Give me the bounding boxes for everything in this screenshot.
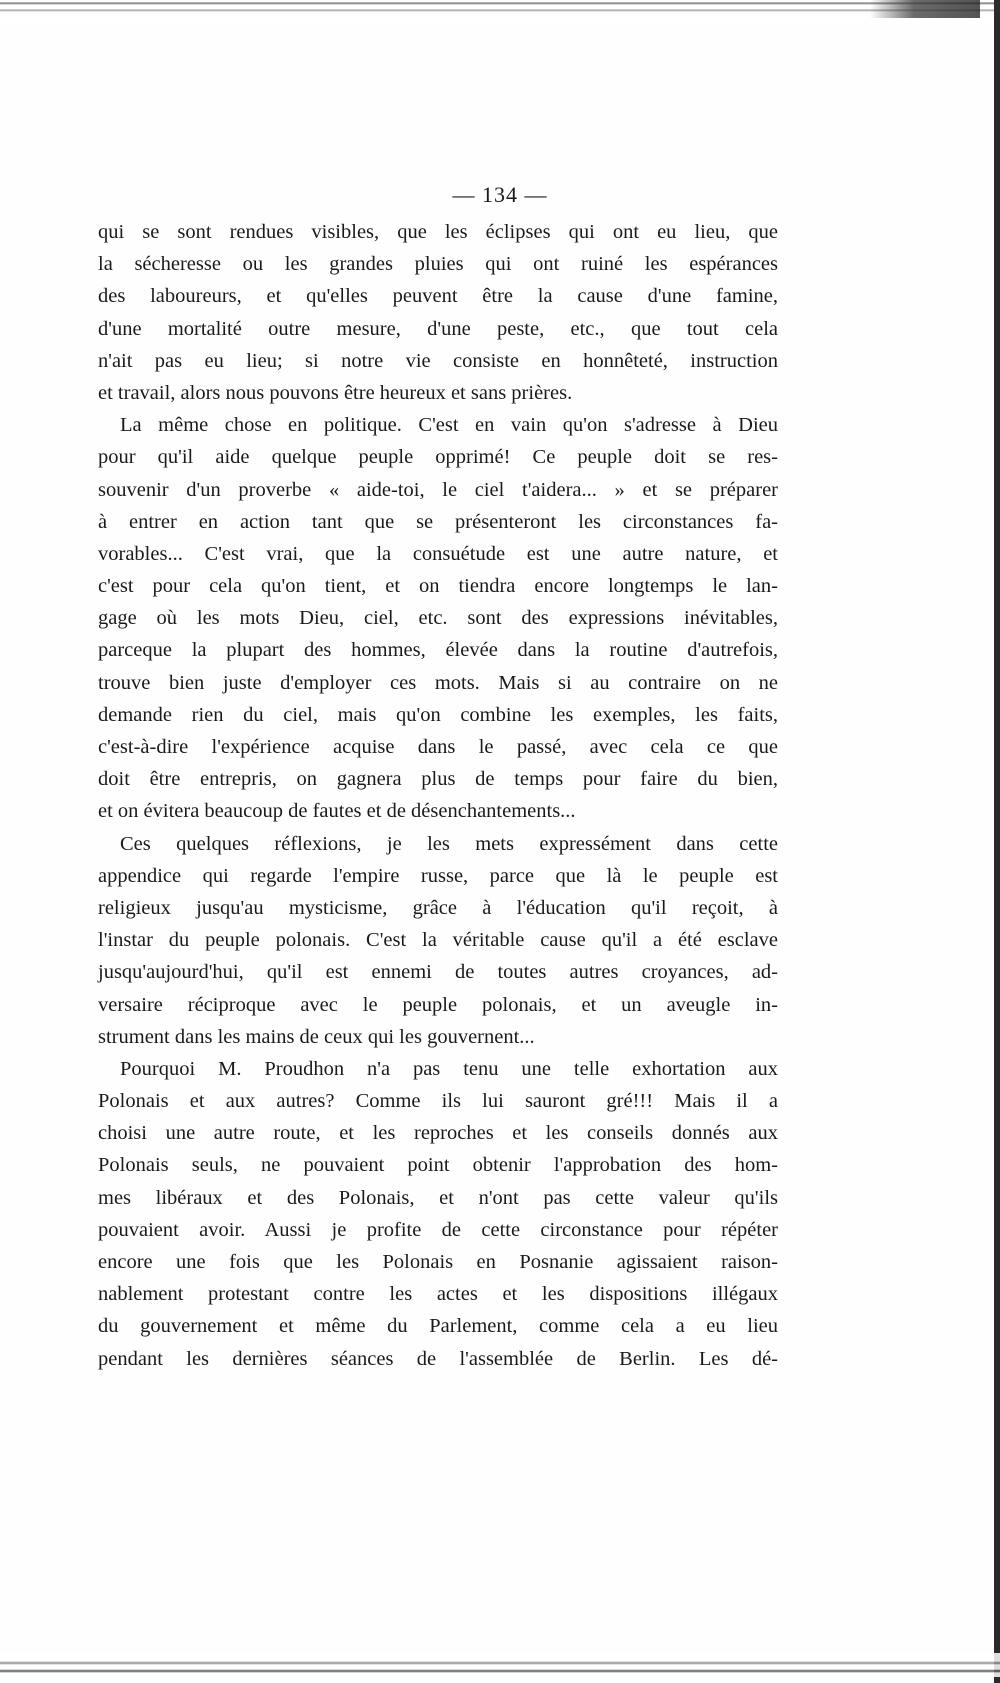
text-line: demande rien du ciel, mais qu'on combine les exemples, les faits, — [98, 703, 778, 726]
paragraph — [98, 1053, 778, 1375]
text-line: vorables... C'est vrai, que la consuétude est une autre nature, et — [98, 542, 778, 565]
text-line: l'instar du peuple polonais. C'est la véritable cause qu'il a été esclave — [98, 929, 778, 952]
text-line: d'une mortalité outre mesure, d'une peste, etc., que tout cela — [98, 317, 778, 340]
text-line: doit être entrepris, on gagnera plus de temps pour faire du bien, — [98, 768, 778, 791]
text-line: mes libéraux et des Polonais, et n'ont pas cette valeur qu'ils — [98, 1186, 778, 1209]
paragraph — [98, 216, 778, 409]
text-line: Ces quelques réflexions, je les mets expressément dans cette — [120, 832, 778, 855]
text-line: trouve bien juste d'employer ces mots. Mais si au contraire on ne — [98, 671, 778, 694]
scan-bottom-edge — [0, 1653, 1000, 1677]
text-line: qui se sont rendues visibles, que les éclipses qui ont eu lieu, que — [98, 221, 778, 243]
scan-right-edge — [994, 0, 1000, 1683]
text-line: strument dans les mains de ceux qui les gouvernent... — [98, 1025, 535, 1048]
text-line: la sécheresse ou les grandes pluies qui ont ruiné les espérances — [98, 253, 778, 276]
text-line: souvenir d'un proverbe « aide-toi, le ciel t'aidera... » et se préparer — [98, 478, 778, 501]
text-line: Polonais et aux autres? Comme ils lui sauront gré!!! Mais il a — [98, 1090, 778, 1113]
body-text — [98, 216, 778, 1375]
text-line: Pourquoi M. Proudhon n'a pas tenu une telle exhortation aux — [120, 1057, 778, 1080]
text-line: choisi une autre route, et les reproches et les conseils donnés aux — [98, 1122, 778, 1145]
text-line: n'ait pas eu lieu; si notre vie consiste en honnêteté, instruction — [98, 349, 778, 372]
text-line: du gouvernement et même du Parlement, comme cela a eu lieu — [98, 1315, 778, 1338]
paragraph — [98, 828, 778, 1053]
text-line: versaire réciproque avec le peuple polonais, et un aveugle in- — [98, 993, 778, 1016]
text-line: c'est pour cela qu'on tient, et on tiendra encore longtemps le lan- — [98, 575, 778, 598]
text-line: jusqu'aujourd'hui, qu'il est ennemi de toutes autres croyances, ad- — [98, 961, 778, 984]
text-line: nablement protestant contre les actes et les dispositions illégaux — [98, 1283, 778, 1306]
text-line: et on évitera beaucoup de fautes et de désenchantements... — [98, 800, 576, 823]
text-line: La même chose en politique. C'est en vain qu'on s'adresse à Dieu — [120, 414, 778, 437]
text-line: pour qu'il aide quelque peuple opprimé! Ce peuple doit se res- — [98, 446, 778, 469]
text-line: pouvaient avoir. Aussi je profite de cette circonstance pour répéter — [98, 1218, 778, 1241]
text-line: gage où les mots Dieu, ciel, etc. sont des expressions inévitables, — [98, 607, 778, 630]
text-line: c'est-à-dire l'expérience acquise dans le passé, avec cela ce que — [98, 736, 778, 758]
text-line: parceque la plupart des hommes, élevée dans la routine d'autrefois, — [98, 639, 778, 662]
text-line: pendant les dernières séances de l'assemblée de Berlin. Les dé- — [98, 1347, 778, 1370]
scan-top-edge — [0, 0, 1000, 22]
text-line: Polonais seuls, ne pouvaient point obtenir l'approbation des hom- — [98, 1154, 778, 1177]
text-line: religieux jusqu'au mysticisme, grâce à l'éducation qu'il reçoit, à — [98, 896, 778, 919]
text-line: et travail, alors nous pouvons être heureux et sans prières. — [98, 381, 573, 404]
paragraph — [98, 409, 778, 827]
text-line: appendice qui regarde l'empire russe, parce que là le peuple est — [98, 864, 778, 887]
text-line: des laboureurs, et qu'elles peuvent être la cause d'une famine, — [98, 285, 778, 308]
text-line: à entrer en action tant que se présenteront les circonstances fa- — [98, 510, 778, 533]
text-line: encore une fois que les Polonais en Posnanie agissaient raison- — [98, 1251, 778, 1273]
page-number: — 134 — — [452, 182, 548, 207]
